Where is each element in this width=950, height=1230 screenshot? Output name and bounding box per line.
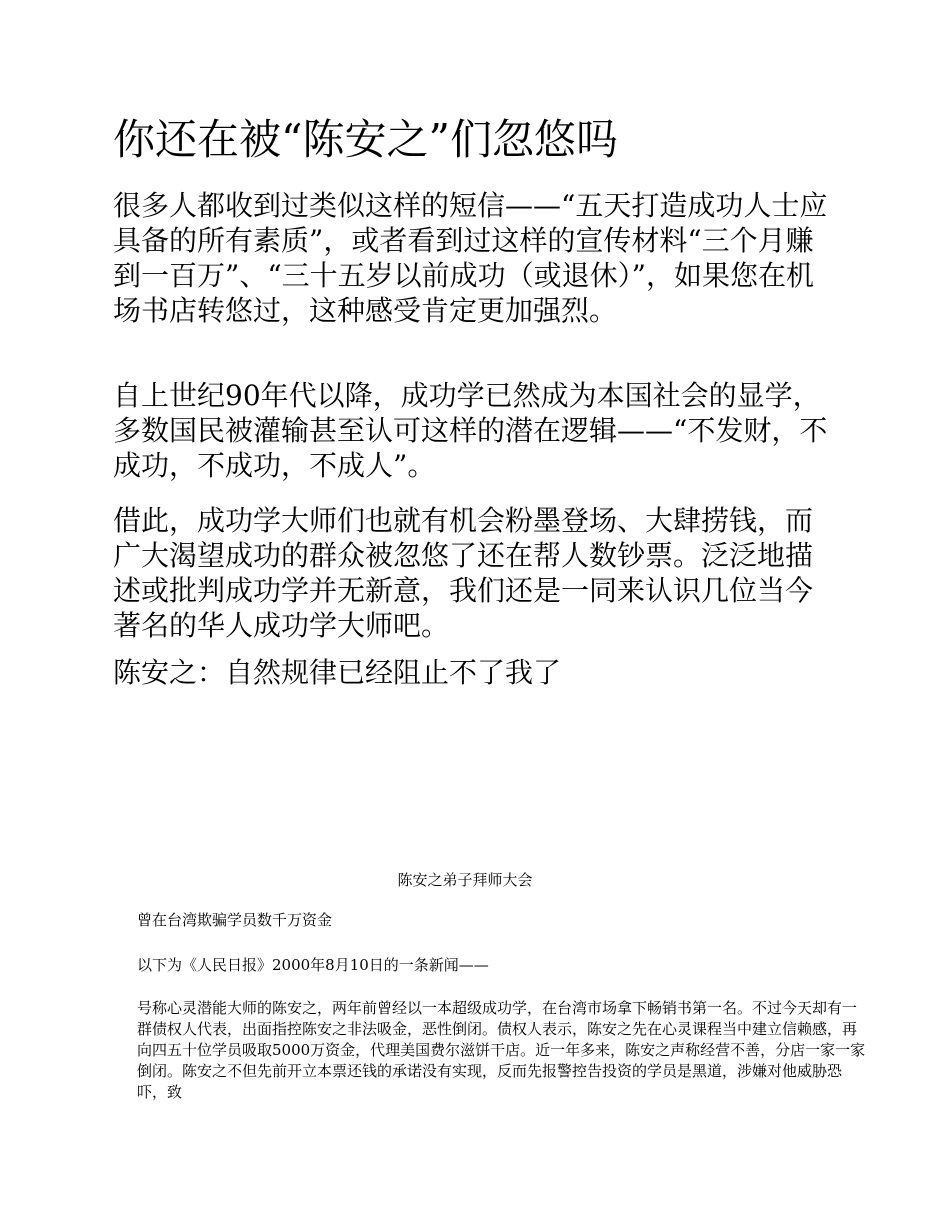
small-paragraph-source: 以下为《人民日报》2000年8月10日的一条新闻—— — [137, 956, 489, 974]
transition-paragraph: 借此，成功学大师们也就有机会粉墨登场、大肆捞钱，而广大渴望成功的群众被忽悠了还在帮人数钞票。泛泛地描述或批判成功学并无新意，我们还是一同来认识几位当今著名的华人成功学大师吧。 — [113, 504, 814, 642]
article-title: 你还在被“陈安之”们忽悠吗 — [113, 115, 618, 164]
image-caption: 陈安之弟子拜师大会 — [397, 871, 533, 889]
intro-paragraph: 很多人都收到过类似这样的短信——“五天打造成功人士应具备的所有素质”，或者看到过这样的宣传材料“三个月赚到一百万”、“三十五岁以前成功（或退休）”，如果您在机场书店转悠过，这种感受肯定更加强烈。 — [113, 189, 828, 327]
small-paragraph-news: 号称心灵潜能大师的陈安之，两年前曾经以一本超级成功学，在台湾市场拿下畅销书第一名。不过今天却有一群债权人代表，出面指控陈安之非法吸金，恶性倒闭。债权人表示，陈安之先在心灵课程当中建立信赖感，再向四五十位学员吸取5000万资金，代理美国费尔滋饼干店。近一年多来，陈安之声称经营不善，分店一家一家倒闭。陈安之不但先前开立本票还钱的承诺没有实现，反而先报警控告投资的学员是黑道，涉嫌对他威胁恐吓，致 — [137, 999, 866, 1101]
small-paragraph-lead: 曾在台湾欺骗学员数千万资金 — [137, 911, 333, 929]
section-subheading: 陈安之：自然规律已经阻止不了我了 — [113, 656, 562, 689]
context-paragraph: 自上世纪90年代以降，成功学已然成为本国社会的显学，多数国民被灌输甚至认可这样的潜在逻辑——“不发财，不成功，不成功，不成人”。 — [113, 379, 828, 482]
